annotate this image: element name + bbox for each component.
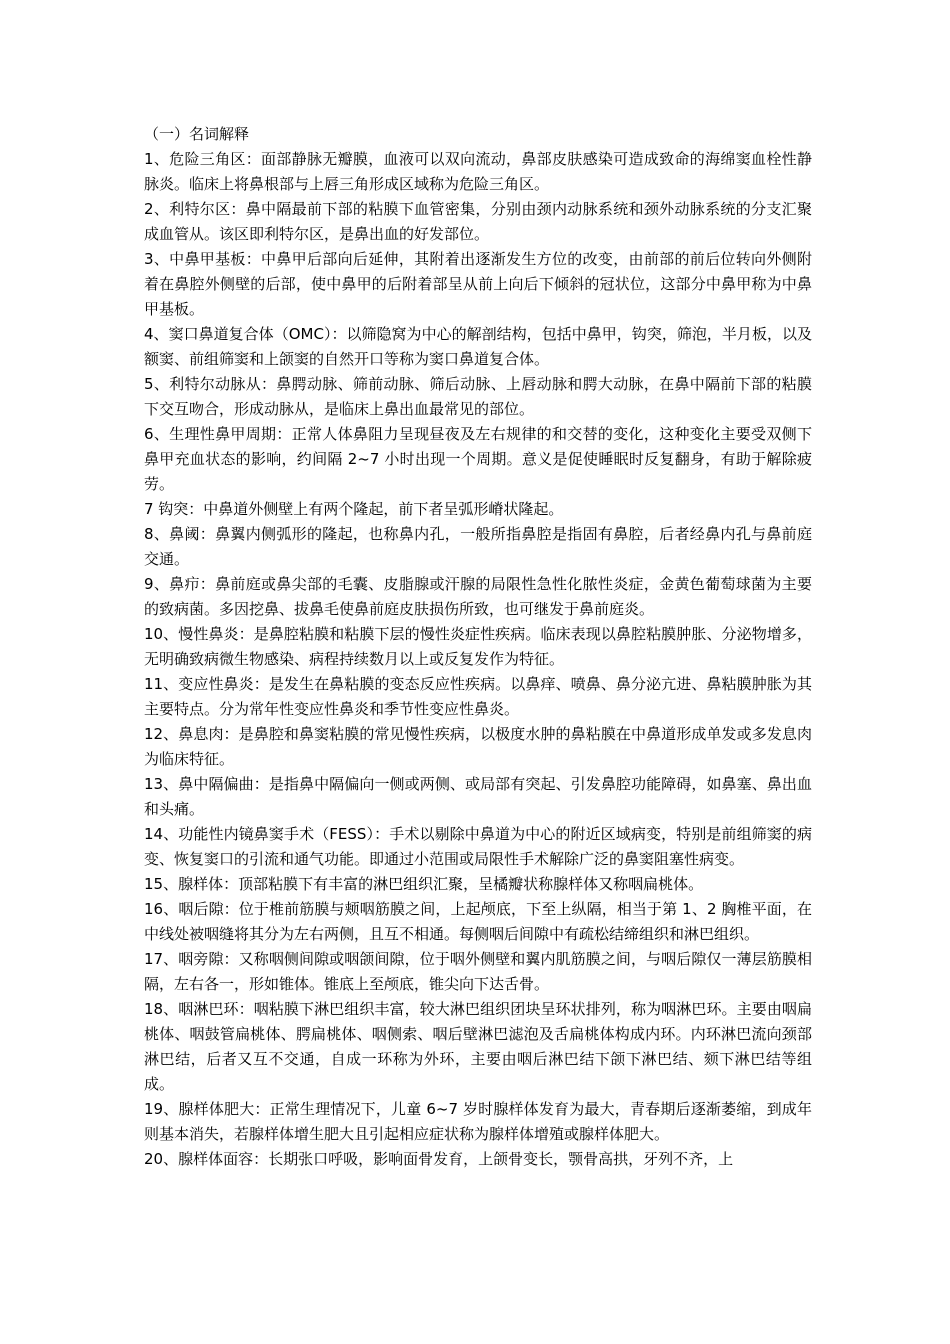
term-entry-17: 17、咽旁隙：又称咽侧间隙或咽颌间隙，位于咽外侧壁和翼内肌筋膜之间，与咽后隙仅一薄层筋膜相隔，左右各一，形如锥体。锥底上至颅底，锥尖向下达舌骨。: [144, 950, 812, 993]
term-entry-9: 9、鼻疖：鼻前庭或鼻尖部的毛囊、皮脂腺或汗腺的局限性急性化脓性炎症，金黄色葡萄球菌为主要的致病菌。多因挖鼻、拔鼻毛使鼻前庭皮肤损伤所致，也可继发于鼻前庭炎。: [144, 575, 812, 618]
term-entry-2: 2、利特尔区：鼻中隔最前下部的粘膜下血管密集，分别由颈内动脉系统和颈外动脉系统的分支汇聚成血管从。该区即利特尔区，是鼻出血的好发部位。: [144, 200, 812, 243]
term-entry-3: 3、中鼻甲基板：中鼻甲后部向后延伸，其附着出逐渐发生方位的改变，由前部的前后位转向外侧附着在鼻腔外侧壁的后部，使中鼻甲的后附着部呈从前上向后下倾斜的冠状位，这部分中鼻甲称为中鼻甲基板。: [144, 250, 812, 318]
term-entry-11: 11、变应性鼻炎：是发生在鼻粘膜的变态反应性疾病。以鼻痒、喷鼻、鼻分泌亢进、鼻粘膜肿胀为其主要特点。分为常年性变应性鼻炎和季节性变应性鼻炎。: [144, 675, 812, 718]
term-entry-15: 15、腺样体：顶部粘膜下有丰富的淋巴组织汇聚，呈橘瓣状称腺样体又称咽扁桃体。: [144, 875, 704, 893]
term-entry-14: 14、功能性内镜鼻窦手术（FESS）：手术以剔除中鼻道为中心的附近区域病变，特别是前组筛窦的病变、恢复窦口的引流和通气功能。即通过小范围或局限性手术解除广泛的鼻窦阻塞性病变。: [144, 825, 812, 868]
term-entry-5: 5、利特尔动脉从：鼻腭动脉、筛前动脉、筛后动脉、上唇动脉和腭大动脉，在鼻中隔前下部的粘膜下交互吻合，形成动脉从，是临床上鼻出血最常见的部位。: [144, 375, 812, 418]
term-entry-18: 18、咽淋巴环：咽粘膜下淋巴组织丰富，较大淋巴组织团块呈环状排列，称为咽淋巴环。主要由咽扁桃体、咽鼓管扁桃体、腭扁桃体、咽侧索、咽后壁淋巴滤泡及舌扁桃体构成内环。内环淋巴流向颈部淋巴结，后者又互不交通，自成一环称为外环，主要由咽后淋巴结下颌下淋巴结、颏下淋巴结等组成。: [144, 1000, 812, 1093]
term-entry-10: 10、慢性鼻炎：是鼻腔粘膜和粘膜下层的慢性炎症性疾病。临床表现以鼻腔粘膜肿胀、分泌物增多，无明确致病微生物感染、病程持续数月以上或反复发作为特征。: [144, 625, 812, 668]
term-entry-1: 1、危险三角区：面部静脉无瓣膜，血液可以双向流动，鼻部皮肤感染可造成致命的海绵窦血栓性静脉炎。临床上将鼻根部与上唇三角形成区域称为危险三角区。: [144, 150, 812, 193]
term-entry-12: 12、鼻息肉：是鼻腔和鼻窦粘膜的常见慢性疾病，以极度水肿的鼻粘膜在中鼻道形成单发或多发息肉为临床特征。: [144, 725, 812, 768]
document-page: [144, 122, 812, 1172]
term-entry-20: 20、腺样体面容：长期张口呼吸，影响面骨发育，上颌骨变长，颚骨高拱，牙列不齐，上: [144, 1150, 734, 1168]
term-entry-16: 16、咽后隙：位于椎前筋膜与颊咽筋膜之间，上起颅底，下至上纵隔，相当于第 1、2 胸椎平面，在中线处被咽缝将其分为左右两侧，且互不相通。每侧咽后间隙中有疏松结缔组织和淋巴组织。: [144, 900, 812, 943]
term-entry-7: 7 钩突：中鼻道外侧壁上有两个隆起，前下者呈弧形嵴状隆起。: [144, 500, 564, 518]
term-entry-4: 4、窦口鼻道复合体（OMC）：以筛隐窝为中心的解剖结构，包括中鼻甲，钩突，筛泡，半月板，以及额窦、前组筛窦和上颌窦的自然开口等称为窦口鼻道复合体。: [144, 325, 812, 368]
term-entry-19: 19、腺样体肥大：正常生理情况下，儿童 6~7 岁时腺样体发育为最大，青春期后逐渐萎缩，到成年则基本消失，若腺样体增生肥大且引起相应症状称为腺样体增殖或腺样体肥大。: [144, 1100, 812, 1143]
section-heading: （一）名词解释: [144, 125, 250, 143]
term-entry-8: 8、鼻阈：鼻翼内侧弧形的隆起，也称鼻内孔，一般所指鼻腔是指固有鼻腔，后者经鼻内孔与鼻前庭交通。: [144, 525, 812, 568]
term-entry-6: 6、生理性鼻甲周期：正常人体鼻阻力呈现昼夜及左右规律的和交替的变化，这种变化主要受双侧下鼻甲充血状态的影响，约间隔 2~7 小时出现一个周期。意义是促使睡眠时反复翻身，有助于解除疲劳。: [144, 425, 812, 493]
term-entry-13: 13、鼻中隔偏曲：是指鼻中隔偏向一侧或两侧、或局部有突起、引发鼻腔功能障碍，如鼻塞、鼻出血和头痛。: [144, 775, 812, 818]
